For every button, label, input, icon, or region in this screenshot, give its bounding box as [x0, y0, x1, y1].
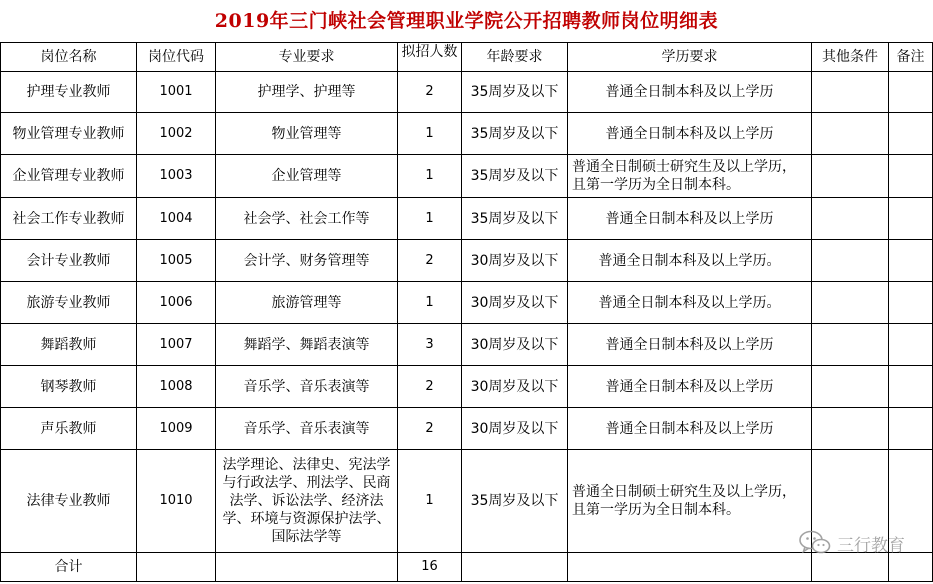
- cell-major: 舞蹈学、舞蹈表演等: [216, 324, 398, 366]
- cell-name: 物业管理专业教师: [1, 113, 137, 155]
- cell-major: 旅游管理等: [216, 282, 398, 324]
- cell-age: 35周岁及以下: [462, 113, 568, 155]
- cell-other: [812, 282, 889, 324]
- table-row: [1, 155, 933, 198]
- cell-code: 1009: [137, 408, 216, 450]
- cell-code: 1002: [137, 113, 216, 155]
- cell-age: 30周岁及以下: [462, 240, 568, 282]
- header-cell: 拟招人数: [398, 43, 462, 72]
- cell-count: 2: [398, 366, 462, 408]
- table-row: [1, 198, 933, 240]
- table-row: [1, 366, 933, 408]
- cell-name: 企业管理专业教师: [1, 155, 137, 198]
- cell-count: 1: [398, 450, 462, 553]
- cell-edu: 普通全日制本科及以上学历: [568, 198, 812, 240]
- cell-note: [889, 282, 933, 324]
- cell-count: 1: [398, 198, 462, 240]
- cell-age: 35周岁及以下: [462, 450, 568, 553]
- table-row: [1, 72, 933, 113]
- header-row: [1, 43, 933, 72]
- cell-note: [889, 113, 933, 155]
- cell-other: [812, 366, 889, 408]
- cell-major: 社会学、社会工作等: [216, 198, 398, 240]
- cell-name: 护理专业教师: [1, 72, 137, 113]
- cell-other: [812, 324, 889, 366]
- cell-count: 1: [398, 282, 462, 324]
- cell-code: 1004: [137, 198, 216, 240]
- cell-edu: 普通全日制本科及以上学历。: [568, 240, 812, 282]
- cell-edu: 普通全日制本科及以上学历: [568, 408, 812, 450]
- cell-code: 1005: [137, 240, 216, 282]
- cell-age: 30周岁及以下: [462, 366, 568, 408]
- cell-age: 30周岁及以下: [462, 408, 568, 450]
- total-empty-cell: [889, 553, 933, 582]
- total-empty-cell: [216, 553, 398, 582]
- cell-age: 35周岁及以下: [462, 155, 568, 198]
- cell-edu: 普通全日制本科及以上学历: [568, 113, 812, 155]
- header-cell: 岗位名称: [1, 43, 137, 72]
- header-cell: 备注: [889, 43, 933, 72]
- cell-note: [889, 72, 933, 113]
- header-cell: 岗位代码: [137, 43, 216, 72]
- cell-edu: 普通全日制本科及以上学历: [568, 366, 812, 408]
- cell-edu: 普通全日制硕士研究生及以上学历，且第一学历为全日制本科。: [568, 155, 812, 198]
- cell-code: 1008: [137, 366, 216, 408]
- cell-code: 1007: [137, 324, 216, 366]
- cell-name: 声乐教师: [1, 408, 137, 450]
- cell-other: [812, 240, 889, 282]
- total-empty-cell: [462, 553, 568, 582]
- cell-count: 1: [398, 155, 462, 198]
- cell-other: [812, 198, 889, 240]
- header-cell: 学历要求: [568, 43, 812, 72]
- cell-major: 企业管理等: [216, 155, 398, 198]
- header-cell: 专业要求: [216, 43, 398, 72]
- cell-count: 1: [398, 113, 462, 155]
- cell-note: [889, 408, 933, 450]
- watermark: [799, 530, 905, 556]
- total-empty-cell: [812, 553, 889, 582]
- cell-code: 1003: [137, 155, 216, 198]
- cell-edu: 普通全日制本科及以上学历: [568, 324, 812, 366]
- cell-edu: 普通全日制硕士研究生及以上学历，且第一学历为全日制本科。: [568, 450, 812, 553]
- positions-table: [0, 42, 933, 582]
- cell-code: 1001: [137, 72, 216, 113]
- cell-other: [812, 113, 889, 155]
- cell-name: 会计专业教师: [1, 240, 137, 282]
- cell-name: 法律专业教师: [1, 450, 137, 553]
- table-row: [1, 282, 933, 324]
- cell-count: 2: [398, 72, 462, 113]
- total-row: [1, 553, 933, 582]
- cell-name: 社会工作专业教师: [1, 198, 137, 240]
- cell-other: [812, 155, 889, 198]
- cell-note: [889, 198, 933, 240]
- cell-count: 2: [398, 408, 462, 450]
- cell-age: 35周岁及以下: [462, 198, 568, 240]
- cell-age: 30周岁及以下: [462, 282, 568, 324]
- cell-count: 2: [398, 240, 462, 282]
- cell-age: 30周岁及以下: [462, 324, 568, 366]
- total-empty-cell: [568, 553, 812, 582]
- cell-name: 舞蹈教师: [1, 324, 137, 366]
- total-label: 合计: [1, 553, 137, 582]
- cell-note: [889, 324, 933, 366]
- cell-major: 护理学、护理等: [216, 72, 398, 113]
- header-cell: 年龄要求: [462, 43, 568, 72]
- cell-note: [889, 366, 933, 408]
- cell-age: 35周岁及以下: [462, 72, 568, 113]
- watermark-text: 三行教育: [837, 535, 905, 556]
- wechat-icon: [799, 530, 831, 556]
- total-empty-cell: [137, 553, 216, 582]
- cell-other: [812, 408, 889, 450]
- cell-edu: 普通全日制本科及以上学历: [568, 72, 812, 113]
- cell-count: 3: [398, 324, 462, 366]
- cell-major: 物业管理等: [216, 113, 398, 155]
- cell-note: [889, 240, 933, 282]
- table-row: [1, 408, 933, 450]
- page-title: 2019年三门峡社会管理职业学院公开招聘教师岗位明细表: [214, 10, 719, 32]
- cell-name: 钢琴教师: [1, 366, 137, 408]
- header-cell: 其他条件: [812, 43, 889, 72]
- cell-note: [889, 155, 933, 198]
- cell-name: 旅游专业教师: [1, 282, 137, 324]
- cell-code: 1006: [137, 282, 216, 324]
- cell-major: 法学理论、法律史、宪法学与行政法学、刑法学、民商法学、诉讼法学、经济法学、环境与资源保护法学、国际法学等: [216, 450, 398, 553]
- table-row: [1, 450, 933, 553]
- table-row: [1, 240, 933, 282]
- cell-code: 1010: [137, 450, 216, 553]
- cell-edu: 普通全日制本科及以上学历。: [568, 282, 812, 324]
- cell-other: [812, 72, 889, 113]
- cell-major: 会计学、财务管理等: [216, 240, 398, 282]
- table-row: [1, 324, 933, 366]
- cell-major: 音乐学、音乐表演等: [216, 366, 398, 408]
- cell-major: 音乐学、音乐表演等: [216, 408, 398, 450]
- table-row: [1, 113, 933, 155]
- total-count: 16: [398, 553, 462, 582]
